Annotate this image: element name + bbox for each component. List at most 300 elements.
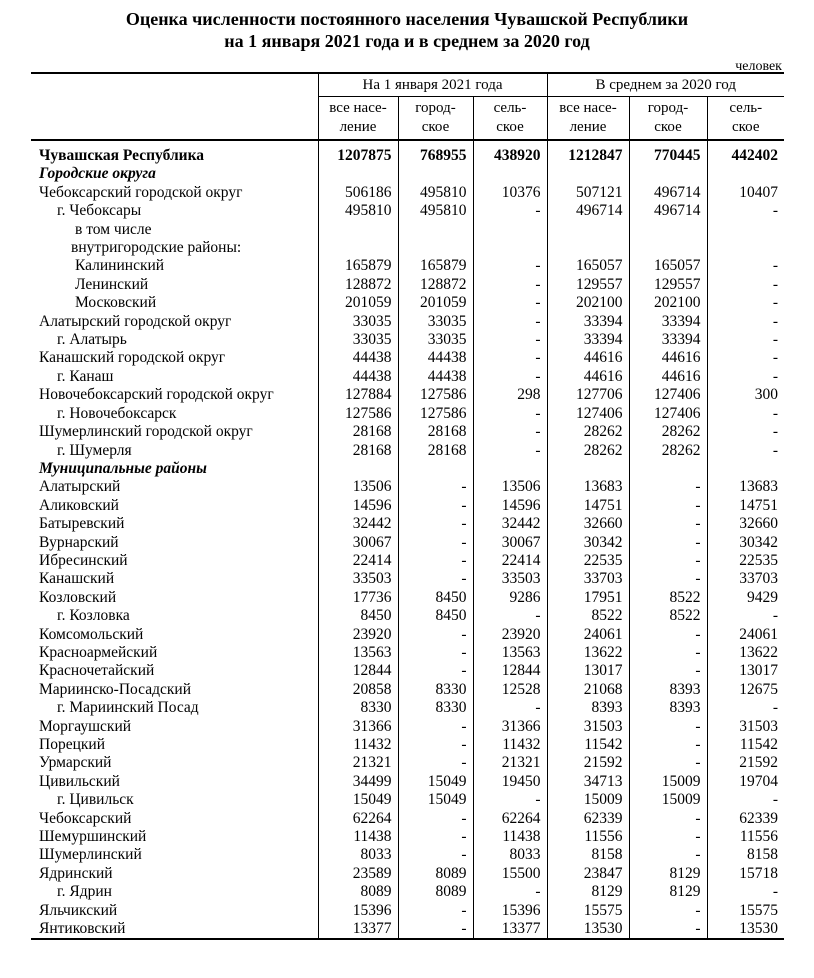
cell-value: 15009 (629, 773, 707, 791)
cell-value: 34713 (547, 773, 629, 791)
table-row (31, 497, 784, 515)
cell-value: 34499 (318, 773, 398, 791)
cell-value: 495810 (398, 202, 473, 220)
table-row (31, 791, 784, 809)
cell-value: 19450 (473, 773, 547, 791)
cell-value: - (707, 791, 784, 809)
cell-value: - (398, 920, 473, 939)
cell-value: 15575 (707, 902, 784, 920)
cell-value: 44438 (318, 368, 398, 386)
cell-value (473, 221, 547, 239)
cell-value: 22414 (473, 552, 547, 570)
table-row (31, 202, 784, 220)
row-label: Новочебоксарский городской округ (39, 386, 274, 404)
cell-value (398, 165, 473, 183)
row-label: г. Канаш (57, 367, 114, 385)
cell-value: - (473, 791, 547, 809)
cell-value: 33035 (318, 331, 398, 349)
table-row (31, 810, 784, 828)
cell-value: 15396 (473, 902, 547, 920)
cell-value: 11438 (473, 828, 547, 846)
cell-value: 62264 (318, 810, 398, 828)
cell-value: 31503 (547, 718, 629, 736)
cell-value: 28168 (398, 423, 473, 441)
cell-value: 8089 (398, 883, 473, 901)
cell-value: 11556 (707, 828, 784, 846)
title-line-2: на 1 января 2021 года и в среднем за 2020 год (224, 31, 590, 51)
cell-value: 15575 (547, 902, 629, 920)
cell-value: 202100 (629, 294, 707, 312)
cell-value: 12844 (318, 662, 398, 680)
header-row-groups (31, 73, 784, 97)
cell-value: - (707, 294, 784, 312)
row-label: Порецкий (39, 736, 105, 753)
cell-value: 8522 (547, 607, 629, 625)
cell-value: 8330 (398, 699, 473, 717)
cell-value: 14596 (318, 497, 398, 515)
cell-value: - (629, 718, 707, 736)
row-label: Ленинский (75, 275, 149, 293)
row-label: г. Шумерля (57, 441, 132, 459)
cell-value: - (629, 810, 707, 828)
table-row (31, 239, 784, 257)
cell-value: 15049 (318, 791, 398, 809)
row-label: г. Ядрин (57, 883, 112, 901)
row-label: в том числе (75, 220, 152, 238)
table-row (31, 902, 784, 920)
cell-value: 30067 (318, 534, 398, 552)
header-name-column (31, 73, 318, 140)
table-row (31, 165, 784, 183)
cell-value: - (398, 626, 473, 644)
cell-value: - (707, 202, 784, 220)
table-row (31, 534, 784, 552)
cell-value: - (629, 552, 707, 570)
cell-value: 33503 (318, 570, 398, 588)
cell-value: 15396 (318, 902, 398, 920)
table-row (31, 626, 784, 644)
row-label: Канашский (39, 570, 115, 588)
cell-value: - (473, 883, 547, 901)
cell-value: 20858 (318, 681, 398, 699)
cell-value: 496714 (547, 202, 629, 220)
row-label: Калининский (75, 257, 165, 275)
cell-value: 127586 (398, 405, 473, 423)
row-label: Чувашская Республика (39, 147, 205, 164)
cell-value: 21321 (473, 754, 547, 772)
header-group-jan-2021: На 1 января 2021 года (318, 73, 547, 97)
table-row (31, 184, 784, 202)
cell-value: 129557 (547, 276, 629, 294)
cell-value: 165057 (547, 257, 629, 275)
cell-value: - (473, 423, 547, 441)
cell-value: 15049 (398, 773, 473, 791)
cell-value: 165879 (318, 257, 398, 275)
cell-value: 127706 (547, 386, 629, 404)
table-row (31, 828, 784, 846)
table-row (31, 552, 784, 570)
cell-value: 28168 (318, 442, 398, 460)
cell-value: - (398, 902, 473, 920)
cell-value (473, 239, 547, 257)
table-row (31, 313, 784, 331)
cell-value: - (473, 349, 547, 367)
row-label: Чебоксарский (39, 809, 132, 827)
table-row (31, 699, 784, 717)
cell-value: 33703 (707, 570, 784, 588)
cell-value: - (707, 442, 784, 460)
cell-value: 300 (707, 386, 784, 404)
cell-value: 21068 (547, 681, 629, 699)
cell-value: 30342 (547, 534, 629, 552)
cell-value (398, 460, 473, 478)
row-label: Батыревский (39, 515, 125, 533)
cell-value: 12844 (473, 662, 547, 680)
table-row (31, 460, 784, 478)
row-label: г. Новочебоксарск (57, 404, 177, 422)
header-rural-1: сель- ское (473, 97, 547, 141)
cell-value: 13683 (547, 478, 629, 496)
cell-value: 15009 (547, 791, 629, 809)
cell-value: 495810 (318, 202, 398, 220)
cell-value: 129557 (629, 276, 707, 294)
cell-value: 21592 (707, 754, 784, 772)
cell-value: 8522 (629, 607, 707, 625)
cell-value: - (398, 810, 473, 828)
cell-value: - (473, 202, 547, 220)
cell-value: 23920 (473, 626, 547, 644)
cell-value: 24061 (547, 626, 629, 644)
cell-value: 13563 (473, 644, 547, 662)
cell-value: 32660 (707, 515, 784, 533)
table-row (31, 883, 784, 901)
cell-value: 12675 (707, 681, 784, 699)
table-row (31, 662, 784, 680)
cell-value: 13563 (318, 644, 398, 662)
cell-value: 496714 (629, 202, 707, 220)
cell-value: - (707, 405, 784, 423)
cell-value: 1207875 (318, 147, 398, 165)
cell-value (629, 221, 707, 239)
table-row (31, 920, 784, 939)
cell-value: 8129 (629, 865, 707, 883)
cell-value: 28168 (398, 442, 473, 460)
cell-value: 44438 (398, 368, 473, 386)
cell-value: 202100 (547, 294, 629, 312)
cell-value: 8033 (473, 846, 547, 864)
cell-value (318, 460, 398, 478)
cell-value: 33035 (398, 313, 473, 331)
row-label: Шемуршинский (39, 828, 147, 846)
table-row (31, 515, 784, 533)
cell-value: - (473, 699, 547, 717)
row-label: Красночетайский (39, 662, 155, 680)
row-label: Красноармейский (39, 643, 158, 661)
row-label: Цивильский (39, 772, 120, 790)
cell-value: 8158 (547, 846, 629, 864)
cell-value (473, 460, 547, 478)
cell-value: 33703 (547, 570, 629, 588)
table-row (31, 331, 784, 349)
row-label: Аликовский (39, 496, 119, 514)
cell-value: 8393 (547, 699, 629, 717)
cell-value: - (629, 570, 707, 588)
cell-value: 438920 (473, 147, 547, 165)
cell-value (629, 165, 707, 183)
row-label: Мариинско-Посадский (39, 680, 191, 698)
cell-value: 13017 (707, 662, 784, 680)
cell-value: - (629, 846, 707, 864)
cell-value: 128872 (318, 276, 398, 294)
title-line-1: Оценка численности постоянного населения Чувашской Республики (125, 9, 689, 29)
cell-value: 14596 (473, 497, 547, 515)
cell-value: - (398, 515, 473, 533)
cell-value: 13683 (707, 478, 784, 496)
row-label: Комсомольский (39, 625, 144, 643)
cell-value: 770445 (629, 147, 707, 165)
row-label: Чебоксарский городской округ (39, 183, 243, 201)
cell-value: 33035 (318, 313, 398, 331)
cell-value: 495810 (398, 184, 473, 202)
cell-value: 11542 (707, 736, 784, 754)
row-label: Ибресинский (39, 551, 128, 569)
cell-value: 165057 (629, 257, 707, 275)
cell-value: 32660 (547, 515, 629, 533)
row-label: Муниципальные районы (39, 459, 207, 477)
row-label: Вурнарский (39, 533, 119, 551)
header-urban-1: город- ское (398, 97, 473, 141)
table-row (31, 607, 784, 625)
cell-value: - (398, 828, 473, 846)
cell-value: 44616 (547, 368, 629, 386)
cell-value (547, 221, 629, 239)
cell-value (398, 221, 473, 239)
row-label: внутригородские районы: (71, 239, 242, 257)
cell-value: 201059 (318, 294, 398, 312)
cell-value: - (707, 276, 784, 294)
cell-value: 15009 (629, 791, 707, 809)
row-label: Урмарский (39, 754, 112, 772)
cell-value: - (473, 331, 547, 349)
cell-value (629, 239, 707, 257)
cell-value: 8089 (398, 865, 473, 883)
header-urban-2: город- ское (629, 97, 707, 141)
cell-value: - (629, 828, 707, 846)
population-table (31, 72, 784, 940)
row-label: Козловский (39, 588, 117, 606)
row-label: Алатырский городской округ (39, 312, 232, 330)
cell-value: 33394 (547, 331, 629, 349)
cell-value: 13017 (547, 662, 629, 680)
table-row (31, 644, 784, 662)
header-rural-2: сель- ское (707, 97, 784, 141)
cell-value: 44616 (629, 368, 707, 386)
cell-value: 13530 (707, 920, 784, 939)
cell-value: 62339 (547, 810, 629, 828)
cell-value: 8522 (629, 589, 707, 607)
cell-value: 32442 (318, 515, 398, 533)
cell-value: 11432 (318, 736, 398, 754)
row-label: г. Козловка (57, 607, 130, 625)
cell-value: 8129 (629, 883, 707, 901)
cell-value: 13622 (707, 644, 784, 662)
cell-value: - (707, 331, 784, 349)
cell-value: - (473, 405, 547, 423)
table-row (31, 276, 784, 294)
cell-value: 44616 (629, 349, 707, 367)
cell-value (318, 221, 398, 239)
cell-value (547, 460, 629, 478)
row-label: г. Чебоксары (57, 202, 142, 220)
cell-value (547, 239, 629, 257)
table-row (31, 478, 784, 496)
cell-value: 13506 (473, 478, 547, 496)
cell-value: - (707, 883, 784, 901)
cell-value: 10376 (473, 184, 547, 202)
cell-value: - (473, 442, 547, 460)
cell-value: 22535 (707, 552, 784, 570)
table-row (31, 294, 784, 312)
cell-value: 24061 (707, 626, 784, 644)
cell-value: 28262 (629, 423, 707, 441)
cell-value: 44438 (318, 349, 398, 367)
cell-value: 23847 (547, 865, 629, 883)
cell-value: - (629, 920, 707, 939)
header-all-2: все насе- ление (547, 97, 629, 141)
cell-value: - (473, 607, 547, 625)
cell-value (398, 239, 473, 257)
table-row (31, 386, 784, 404)
table-row (31, 570, 784, 588)
cell-value: 1212847 (547, 147, 629, 165)
cell-value: 22535 (547, 552, 629, 570)
cell-value: 8089 (318, 883, 398, 901)
table-row (31, 349, 784, 367)
cell-value: - (473, 294, 547, 312)
cell-value (547, 165, 629, 183)
row-label: Канашский городской округ (39, 349, 226, 367)
cell-value: 768955 (398, 147, 473, 165)
cell-value (707, 460, 784, 478)
cell-value: 127884 (318, 386, 398, 404)
cell-value: 44616 (547, 349, 629, 367)
cell-value: 13506 (318, 478, 398, 496)
cell-value: - (398, 497, 473, 515)
cell-value: 44438 (398, 349, 473, 367)
cell-value: 165879 (398, 257, 473, 275)
cell-value: - (398, 754, 473, 772)
cell-value: 8450 (398, 607, 473, 625)
cell-value: - (707, 607, 784, 625)
cell-value: 13622 (547, 644, 629, 662)
cell-value (473, 165, 547, 183)
cell-value: 127586 (398, 386, 473, 404)
cell-value: 8129 (547, 883, 629, 901)
cell-value: 8158 (707, 846, 784, 864)
table-row (31, 718, 784, 736)
cell-value: - (629, 515, 707, 533)
cell-value: 9429 (707, 589, 784, 607)
cell-value: - (398, 570, 473, 588)
cell-value: - (629, 626, 707, 644)
cell-value: 11542 (547, 736, 629, 754)
cell-value: 23589 (318, 865, 398, 883)
cell-value: - (629, 754, 707, 772)
cell-value: 30342 (707, 534, 784, 552)
cell-value: 11432 (473, 736, 547, 754)
spacer-row (31, 140, 784, 147)
cell-value: - (398, 644, 473, 662)
cell-value: 19704 (707, 773, 784, 791)
cell-value: 128872 (398, 276, 473, 294)
row-label: Моргаушский (39, 717, 132, 735)
cell-value: - (629, 736, 707, 754)
cell-value: 22414 (318, 552, 398, 570)
header-all-1: все насе- ление (318, 97, 398, 141)
cell-value: 11438 (318, 828, 398, 846)
cell-value: - (398, 662, 473, 680)
cell-value: 33503 (473, 570, 547, 588)
cell-value: 8330 (398, 681, 473, 699)
cell-value: 127406 (547, 405, 629, 423)
cell-value: 496714 (629, 184, 707, 202)
cell-value: - (473, 313, 547, 331)
cell-value: 13377 (318, 920, 398, 939)
row-label: г. Цивильск (57, 791, 134, 809)
cell-value: - (629, 534, 707, 552)
table-row (31, 754, 784, 772)
table-row (31, 865, 784, 883)
cell-value: 28262 (547, 423, 629, 441)
cell-value (629, 460, 707, 478)
cell-value: - (398, 736, 473, 754)
cell-value: 13530 (547, 920, 629, 939)
cell-value: 33394 (547, 313, 629, 331)
cell-value (707, 165, 784, 183)
cell-value: 10407 (707, 184, 784, 202)
cell-value: 14751 (707, 497, 784, 515)
cell-value: 15500 (473, 865, 547, 883)
cell-value: 298 (473, 386, 547, 404)
cell-value: 201059 (398, 294, 473, 312)
cell-value: - (707, 368, 784, 386)
cell-value: 30067 (473, 534, 547, 552)
row-label: Шумерлинский городской округ (39, 423, 253, 441)
cell-value: 21592 (547, 754, 629, 772)
cell-value: 15049 (398, 791, 473, 809)
cell-value: 8033 (318, 846, 398, 864)
table-row (31, 773, 784, 791)
cell-value: 62339 (707, 810, 784, 828)
cell-value: - (707, 349, 784, 367)
table-row (31, 405, 784, 423)
cell-value: 33394 (629, 313, 707, 331)
header-group-avg-2020: В среднем за 2020 год (547, 73, 784, 97)
cell-value: 127406 (629, 386, 707, 404)
table-row (31, 221, 784, 239)
table-row (31, 442, 784, 460)
cell-value: 28262 (547, 442, 629, 460)
row-label: Яльчикский (39, 901, 118, 919)
table-row (31, 368, 784, 386)
cell-value: - (707, 257, 784, 275)
cell-value: 33035 (398, 331, 473, 349)
cell-value: - (629, 644, 707, 662)
cell-value: 28168 (318, 423, 398, 441)
cell-value: 62264 (473, 810, 547, 828)
cell-value: 21321 (318, 754, 398, 772)
cell-value: 127586 (318, 405, 398, 423)
